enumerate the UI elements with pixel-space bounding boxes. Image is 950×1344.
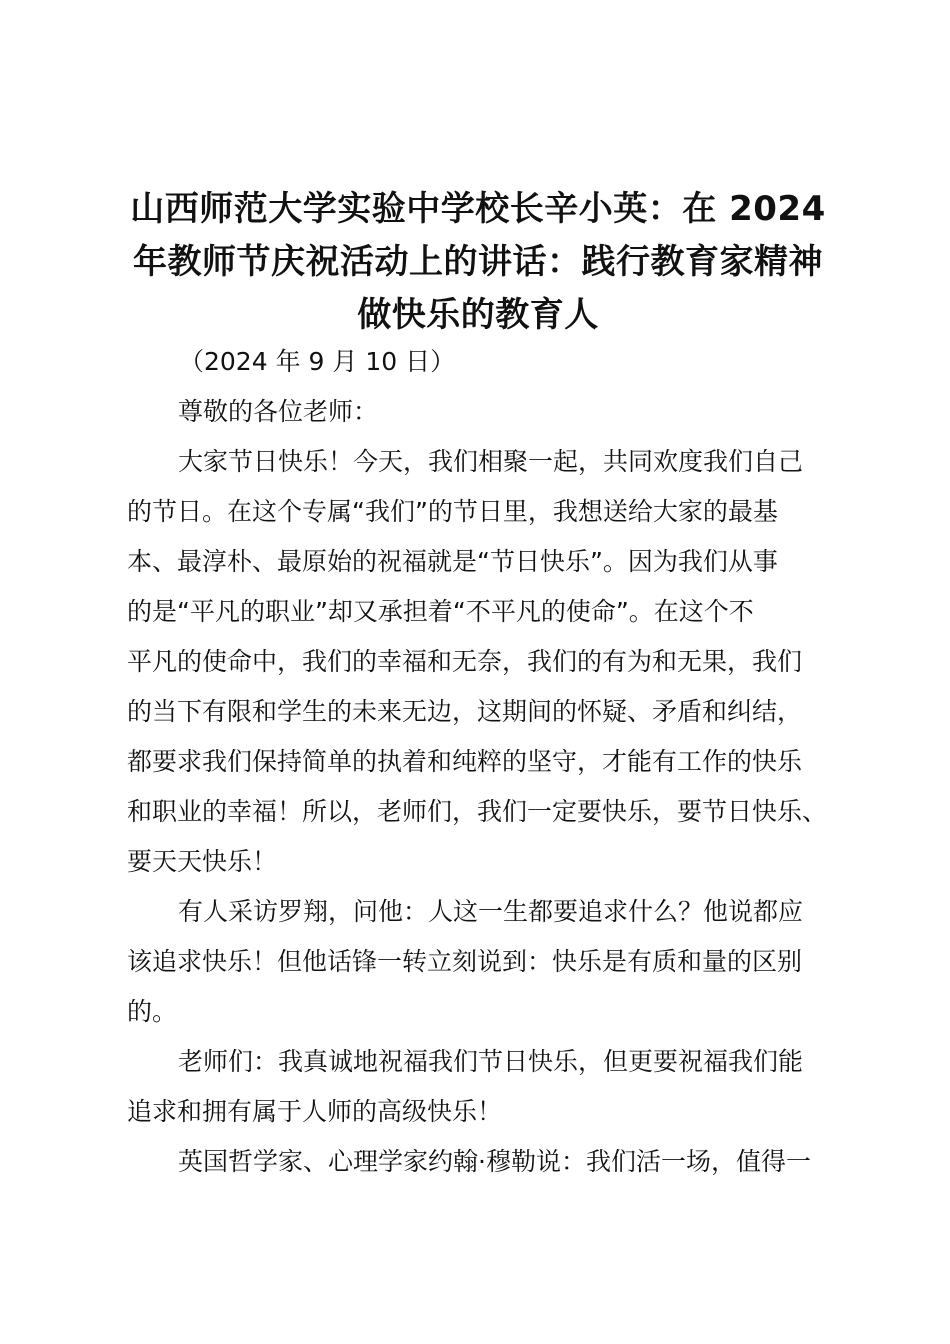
paragraph-line: 的节日。在这个专属“我们”的节日里，我想送给大家的最基 bbox=[127, 497, 778, 526]
paragraph-line: 平凡的使命中，我们的幸福和无奈，我们的有为和无果，我们 bbox=[127, 647, 803, 676]
title-line: 做快乐的教育人 bbox=[357, 295, 599, 335]
paragraph-line: 都要求我们保持简单的执着和纯粹的坚守，才能有工作的快乐 bbox=[127, 747, 803, 776]
paragraph bbox=[127, 437, 839, 887]
paragraph-line: 大家节日快乐！今天，我们相聚一起，共同欢度我们自己 bbox=[178, 447, 804, 476]
speech-date: （2024 年 9 月 10 日） bbox=[179, 347, 456, 376]
paragraph bbox=[127, 1137, 839, 1187]
paragraph-line: 老师们：我真诚地祝福我们节日快乐，但更要祝福我们能 bbox=[178, 1047, 804, 1076]
document-title bbox=[118, 183, 838, 342]
greeting: 尊敬的各位老师： bbox=[178, 397, 379, 426]
paragraph-line: 追求和拥有属于人师的高级快乐！ bbox=[127, 1097, 503, 1126]
paragraph-line: 要天天快乐！ bbox=[127, 847, 278, 876]
paragraph-line: 该追求快乐！但他话锋一转立刻说到：快乐是有质和量的区别 bbox=[127, 947, 803, 976]
paragraph-line: 的当下有限和学生的未来无边，这期间的怀疑、矛盾和纠结， bbox=[127, 697, 803, 726]
paragraph-line: 英国哲学家、心理学家约翰·穆勒说：我们活一场，值得一 bbox=[178, 1147, 811, 1176]
document-body bbox=[127, 337, 839, 1187]
paragraph-line: 和职业的幸福！所以，老师们，我们一定要快乐，要节日快乐、 bbox=[127, 797, 828, 826]
paragraph-line: 的。 bbox=[127, 997, 178, 1026]
title-line: 山西师范大学实验中学校长辛小英：在 2024 bbox=[130, 189, 826, 229]
title-line: 年教师节庆祝活动上的讲话：践行教育家精神 bbox=[133, 242, 823, 282]
paragraph-line: 的是“平凡的职业”却又承担着“不平凡的使命”。在这个不 bbox=[127, 597, 754, 626]
paragraph-line: 有人采访罗翔，问他：人这一生都要追求什么？他说都应 bbox=[178, 897, 804, 926]
paragraph bbox=[127, 887, 839, 1037]
paragraph bbox=[127, 1037, 839, 1137]
paragraph-line: 本、最淳朴、最原始的祝福就是“节日快乐”。因为我们从事 bbox=[127, 547, 778, 576]
